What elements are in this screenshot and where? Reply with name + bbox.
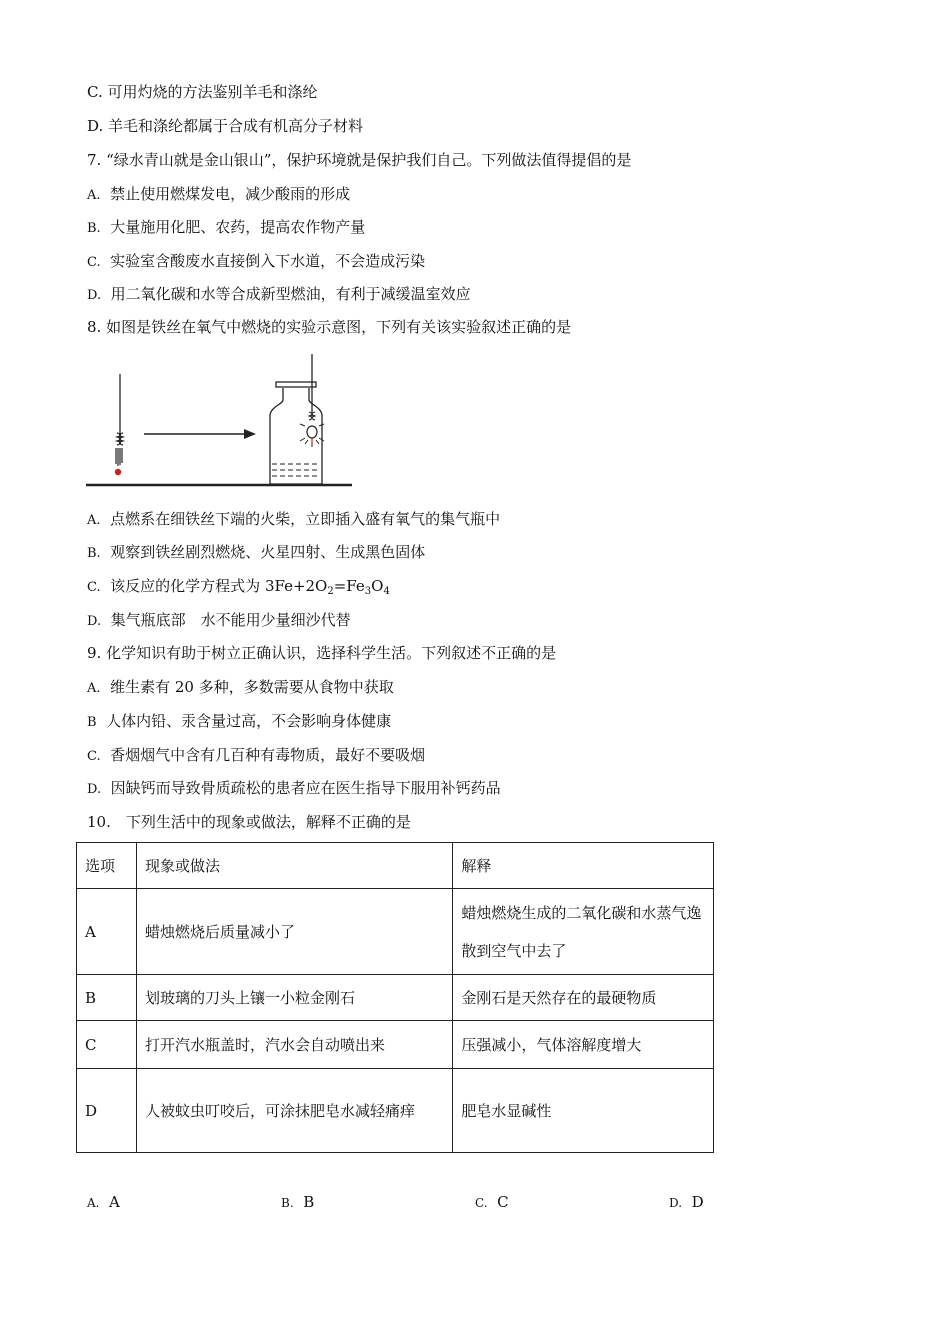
table-cell-phenomenon: 人被蚊虫叮咬后，可涂抹肥皂水减轻痛痒 [136, 1069, 452, 1153]
table-header: 解释 [453, 843, 714, 889]
table-row [77, 1021, 714, 1069]
q8-option-b: B. 观察到铁丝剧烈燃烧、火星四射、生成黑色固体 [87, 543, 426, 561]
table-header: 选项 [77, 843, 137, 889]
table-cell-option: A [77, 889, 137, 975]
table-header: 现象或做法 [136, 843, 452, 889]
table-cell-option: B [77, 975, 137, 1021]
table-cell-explanation: 肥皂水显碱性 [453, 1069, 714, 1153]
q8-option-c: C. 该反应的化学方程式为 $3Fe+2O_2=Fe_3O_4$ [87, 577, 390, 597]
q10-stem: 10. 下列生活中的现象或做法，解释不正确的是 [87, 813, 411, 831]
table-cell-explanation: 压强减小，气体溶解度增大 [453, 1021, 714, 1069]
q9-option-a: A. 维生素有 20 多种，多数需要从食物中获取 [87, 678, 394, 696]
table-row [77, 1069, 714, 1153]
q10-table [76, 842, 714, 1153]
table-cell-option: C [77, 1021, 137, 1069]
q7-stem: 7. “绿水青山就是金山银山”，保护环境就是保护我们自己。下列做法值得提倡的是 [87, 151, 632, 169]
table-row [77, 889, 714, 975]
q9-option-b: B 人体内铅、汞含量过高，不会影响身体健康 [87, 712, 392, 730]
table-cell-phenomenon: 划玻璃的刀头上镶一小粒金刚石 [136, 975, 452, 1021]
q6-option-d: D. 羊毛和涤纶都属于合成有机高分子材料 [87, 117, 364, 135]
q10-choice-b: B. B [281, 1193, 315, 1211]
q10-choice-c: C. C [475, 1193, 509, 1211]
table-header-row [77, 843, 714, 889]
table-cell-explanation: 金刚石是天然存在的最硬物质 [453, 975, 714, 1021]
q9-option-c: C. 香烟烟气中含有几百种有毒物质，最好不要吸烟 [87, 746, 426, 764]
q8-stem: 8. 如图是铁丝在氧气中燃烧的实验示意图，下列有关该实验叙述正确的是 [87, 318, 572, 336]
iron-wire-combustion-figure [86, 352, 356, 488]
q7-option-a: A. 禁止使用燃煤发电，减少酸雨的形成 [87, 185, 351, 203]
q7-option-d: D. 用二氧化碳和水等合成新型燃油，有利于减缓温室效应 [87, 285, 471, 303]
table-cell-option: D [77, 1069, 137, 1153]
q8-option-d: D. 集气瓶底部 水不能用少量细沙代替 [87, 611, 351, 629]
q7-option-c: C. 实验室含酸废水直接倒入下水道，不会造成污染 [87, 252, 426, 270]
q8-option-a: A. 点燃系在细铁丝下端的火柴，立即插入盛有氧气的集气瓶中 [87, 510, 501, 528]
table-cell-phenomenon: 打开汽水瓶盖时，汽水会自动喷出来 [136, 1021, 452, 1069]
q7-option-b: B. 大量施用化肥、农药，提高农作物产量 [87, 218, 366, 236]
q10-choice-d: D. D [669, 1193, 704, 1211]
q9-option-d: D. 因缺钙而导致骨质疏松的患者应在医生指导下服用补钙药品 [87, 779, 501, 797]
q6-option-c: C. 可用灼烧的方法鉴别羊毛和涤纶 [87, 83, 318, 101]
table-cell-explanation: 蜡烛燃烧生成的二氧化碳和水蒸气逸散到空气中去了 [453, 889, 714, 975]
q9-stem: 9. 化学知识有助于树立正确认识，选择科学生活。下列叙述不正确的是 [87, 644, 557, 662]
q10-choice-a: A. A [87, 1193, 120, 1211]
table-row [77, 975, 714, 1021]
table-cell-phenomenon: 蜡烛燃烧后质量减小了 [136, 889, 452, 975]
